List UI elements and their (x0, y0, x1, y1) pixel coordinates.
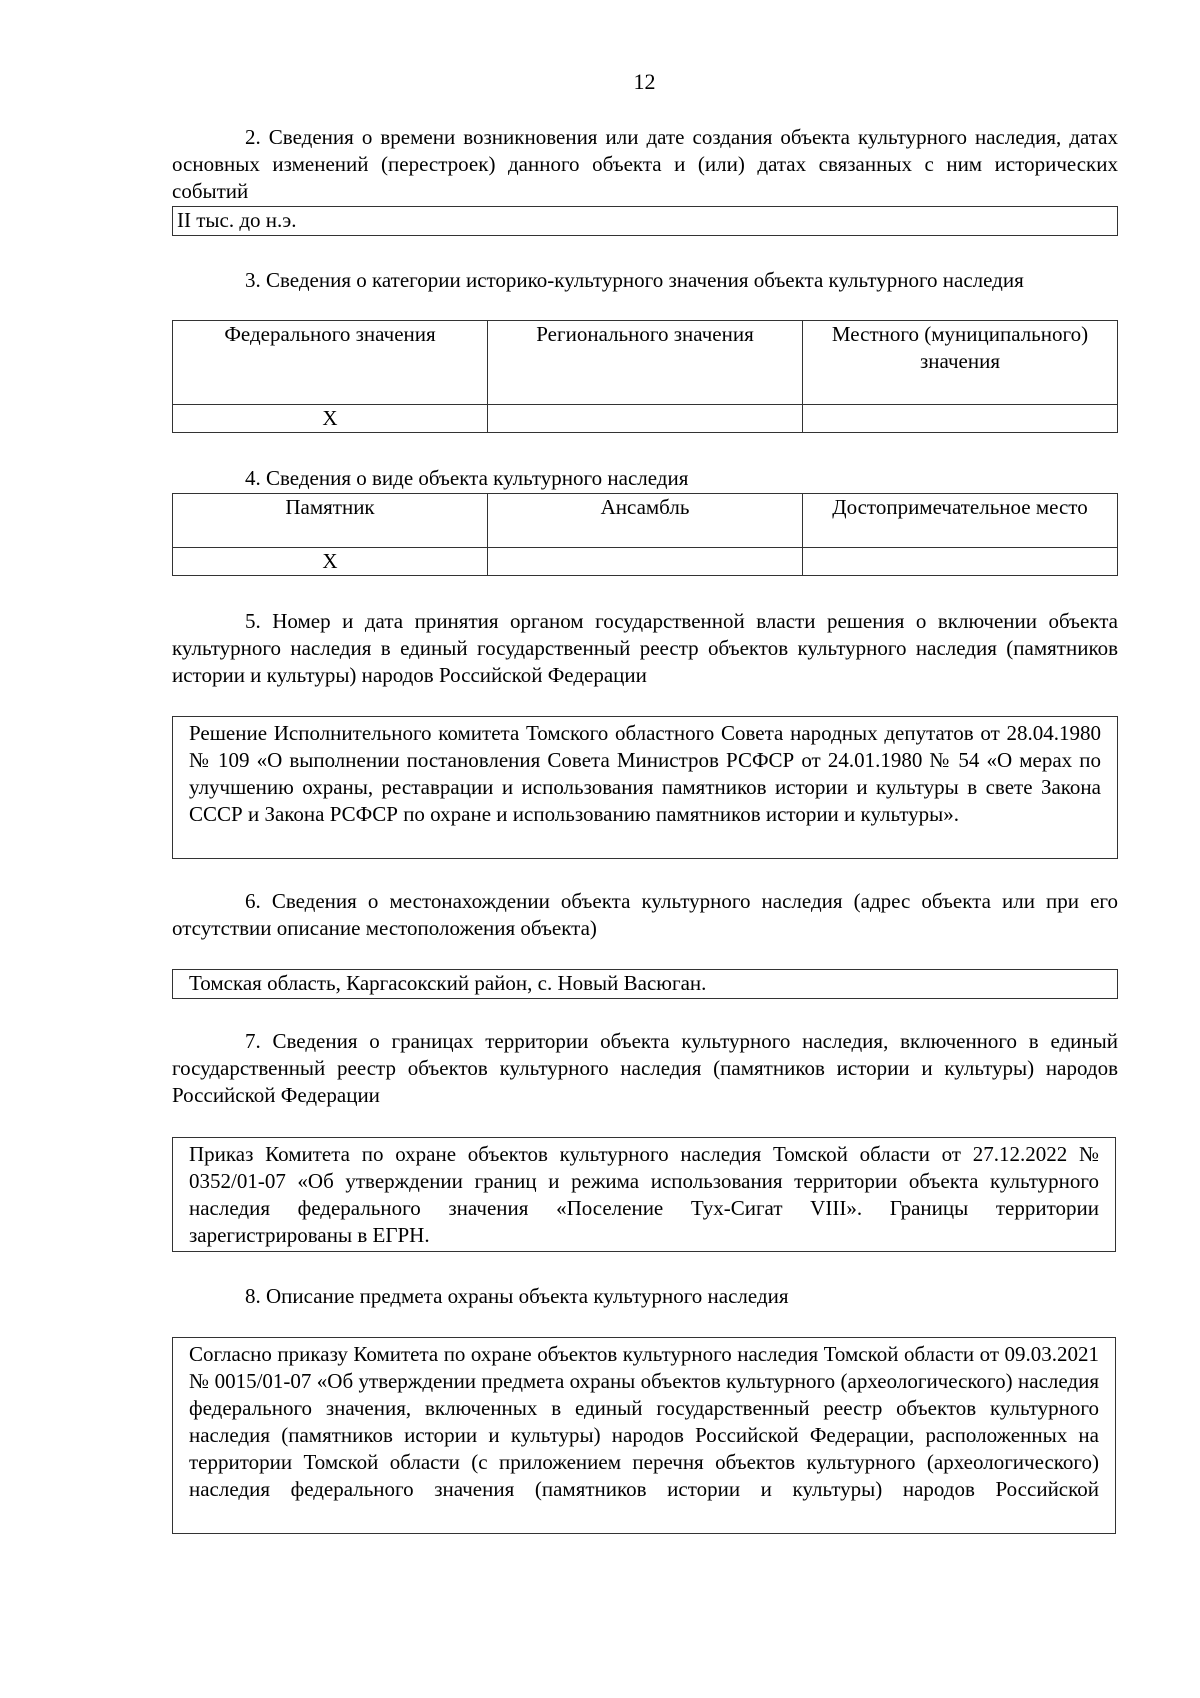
section-6-value-box (172, 969, 1118, 999)
type-mark-landmark (803, 548, 1118, 576)
section-5 (172, 608, 1118, 689)
category-mark-federal: X (173, 405, 488, 433)
section-7-value-box (172, 1137, 1116, 1252)
type-header-monument: Памятник (173, 494, 488, 548)
section-2-title: 2. Сведения о времени возникновения или дате создания объекта культурного наследия, датах основных изменений (перестроек) данного объекта и (или) датах связанных с ним исторических событий (172, 125, 1118, 203)
category-mark-local (803, 405, 1118, 433)
section-6 (172, 888, 1118, 942)
section-8-title: 8. Описание предмета охраны объекта культурного наследия (245, 1284, 789, 1308)
section-8-value-box (172, 1337, 1116, 1534)
section-2 (172, 124, 1118, 205)
type-mark-ensemble (488, 548, 803, 576)
section-8-value: Согласно приказу Комитета по охране объектов культурного наследия Томской области от 09.03.2021 № 0015/01-07 «Об утверждении предмета охраны объектов культурного (археологического) наследия федерального значения, включенных в единый государственный реестр объектов культурного наследия (памятников истории и культуры) народов Российской Федерации, расположенных на территории Томской области (с приложением перечня объектов культурного (археологического) наследия федерального значения (памятников истории и культуры) народов Российской (189, 1342, 1099, 1501)
category-header-regional: Регионального значения (488, 321, 803, 405)
section-4-title: 4. Сведения о виде объекта культурного наследия (245, 466, 689, 490)
category-table (172, 320, 1118, 433)
category-header-federal: Федерального значения (173, 321, 488, 405)
section-7-title: 7. Сведения о границах территории объекта культурного наследия, включенного в единый государственный реестр объектов культурного наследия (памятников истории и культуры) народов Российской Федерации (172, 1029, 1118, 1107)
type-header-ensemble: Ансамбль (488, 494, 803, 548)
section-6-title: 6. Сведения о местонахождении объекта культурного наследия (адрес объекта или при его отсутствии описание местоположения объекта) (172, 889, 1118, 940)
section-7-value: Приказ Комитета по охране объектов культурного наследия Томской области от 27.12.2022 № 0352/01-07 «Об утверждении границ и режима использования территории объекта культурного наследия федерального значения «Поселение Тух-Сигат VIII». Границы территории зарегистрированы в ЕГРН. (189, 1142, 1099, 1247)
section-3-title: 3. Сведения о категории историко-культурного значения объекта культурного наследия (245, 268, 1024, 292)
category-header-local: Местного (муниципального) значения (803, 321, 1118, 405)
section-5-value-box (172, 716, 1118, 859)
type-table (172, 493, 1118, 576)
section-8 (172, 1283, 1118, 1310)
type-mark-monument: X (173, 548, 488, 576)
category-mark-regional (488, 405, 803, 433)
page-number: 12 (633, 69, 656, 94)
section-2-value-box (172, 206, 1118, 236)
section-5-value: Решение Исполнительного комитета Томского областного Совета народных депутатов от 28.04.1980 № 109 «О выполнении постановления Совета Министров РСФСР от 24.01.1980 № 54 «О мерах по улучшению охраны, реставрации и использования памятников истории и культуры в свете Закона СССР и Закона РСФСР по охране и использованию памятников истории и культуры». (189, 721, 1101, 826)
section-2-value: II тыс. до н.э. (177, 208, 297, 232)
section-4 (172, 465, 1118, 492)
section-6-value: Томская область, Каргасокский район, с. Новый Васюган. (189, 971, 707, 995)
section-5-title: 5. Номер и дата принятия органом государственной власти решения о включении объекта культурного наследия в единый государственный реестр объектов культурного наследия (памятников истории и культуры) народов Российской Федерации (172, 609, 1118, 687)
type-header-landmark: Достопримечательное место (803, 494, 1118, 548)
section-7 (172, 1028, 1118, 1109)
section-3 (172, 267, 1118, 294)
